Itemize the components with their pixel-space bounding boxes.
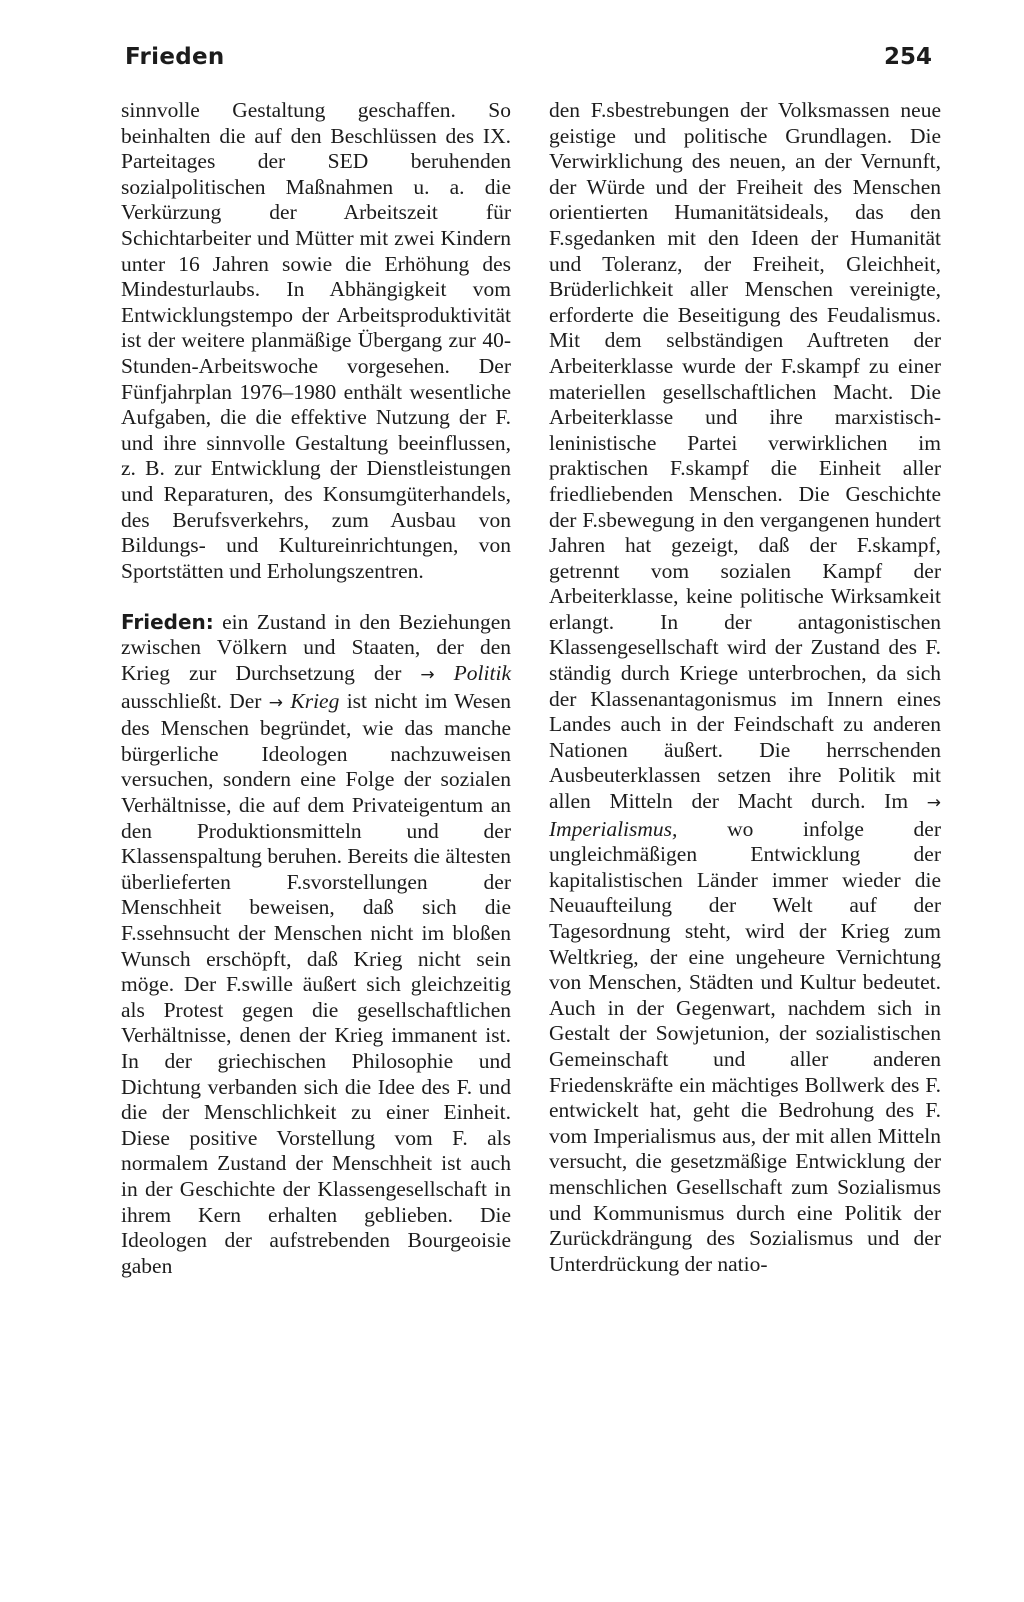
entry-text-part4: den F.sbestrebungen der Volksmassen neue geistige und politische Grundlagen. Die Verwirklichung des neuen, an der Vernunft, der Würde und der Freiheit des Menschen orientierten Humanitätsideals, das den F.sgedanken mit den Ideen der Humanität und Toleranz, der Freiheit, Gleichheit, Brüderlichkeit aller Menschen vereinigte, erforderte die Beseitigung des Feudalismus. Mit dem selbständigen Auftreten der Arbeiterklasse wurde der F.skampf zu einer materiellen gesellschaftlichen Macht. Die Arbeiterklasse und ihre marxistisch-leninistische Partei verwirklichen im praktischen F.skampf die Einheit aller friedliebenden Menschen. Die Geschichte der F.sbewegung in den vergangenen hundert Jahren hat gezeigt, daß der F.skampf, getrennt vom sozialen Kampf der Arbeiterklasse, keine politische Wirksamkeit erlangt. In der antagonistischen Klassengesellschaft wird der Zustand des F. ständig durch Kriege unterbrochen, da sich der Klassenantagonismus im Innern eines Landes auch in der Feindschaft zu anderen Nationen äußert. Die herrschenden Ausbeuterklassen setzen ihre Politik mit allen Mitteln der Macht durch. Im: [549, 98, 941, 814]
cross-reference-arrow-icon: →: [268, 692, 284, 713]
entry-text-part5: wo infolge der ungleichmäßigen Entwicklung der kapitalistischen Länder immer wieder die Neuaufteilung der Welt auf der Tagesordnung steht, wird der Krieg zum Weltkrieg, der eine ungeheure Vernichtung von Menschen, Städten und Kultur bedeutet. Auch in der Gegenwart, nachdem sich in Gestalt der Sowjetunion, der sozialistischen Gemeinschaft und aller anderen Friedenskräfte ein mächtiges Bollwerk des F. entwickelt hat, geht die Bedrohung des F. vom Imperialismus aus, der mit allen Mitteln versucht, die gesetzmäßige Entwicklung der menschlichen Gesellschaft zum Sozialismus und Kommunismus durch eine Politik der Zurückdrängung des Sozialismus und der Unterdrückung der natio-: [549, 816, 941, 1276]
entry-text-part1: ein Zustand in den Beziehungen zwischen Völkern und Staaten, der den Krieg zur Durchsetzung der: [121, 609, 511, 686]
cross-reference-krieg[interactable]: Krieg: [290, 688, 340, 713]
entry-text-part3: ist nicht im Wesen des Menschen begründet, wie das manche bürgerliche Ideologen nachzuweisen versuchen, sondern eine Folge der sozialen Verhältnisse, die auf dem Privateigentum an den Produktionsmitteln und der Klassenspaltung beruhen. Bereits die ältesten überlieferten F.svorstellungen der Menschheit beweisen, daß sich die F.ssehnsucht der Menschen nicht im bloßen Wunsch erschöpft, daß Krieg nicht sein möge. Der F.swille äußert sich gleichzeitig als Protest gegen die gesellschaftlichen Verhältnisse, denen der Krieg immanent ist. In der griechischen Philosophie und Dichtung verbanden sich die Idee des F. und die der Menschlichkeit zu einer Einheit. Diese positive Vorstellung vom F. als normalem Zustand der Menschheit ist auch in der Geschichte der Klassengesellschaft in ihrem Kern erhalten geblieben. Die Ideologen der aufstrebenden Bourgeoisie gaben: [121, 688, 512, 1278]
entry-frieden: [121, 610, 511, 1279]
cross-reference-politik[interactable]: Politik: [453, 661, 511, 686]
continued-entry-text: sinnvolle Gestaltung geschaffen. So beinhalten die auf den Beschlüssen des IX. Parteitages der SED beruhenden sozialpolitischen Maßnahmen u. a. die Verkürzung der Arbeitszeit für Schichtarbeiter und Mütter mit zwei Kindern unter 16 Jahren sowie die Erhöhung des Mindesturlaubs. In Abhängigkeit vom Entwicklungstempo der Arbeitsproduktivität ist der weitere planmäßige Übergang zur 40-Stunden-Arbeitswoche vorgesehen. Der Fünfjahrplan 1976–1980 enthält wesentliche Aufgaben, die die effektive Nutzung der F. und ihre sinnvolle Gestaltung beeinflussen, z. B. zur Entwicklung der Dienstleistungen und Reparaturen, des Konsumgüterhandels, des Berufsverkehrs, zum Ausbau von Bildungs- und Kultureinrichtungen, von Sportstätten und Erholungszentren.: [121, 98, 511, 583]
cross-reference-arrow-icon: →: [926, 793, 941, 814]
entry-headword: Frieden:: [121, 609, 214, 634]
running-head: Frieden: [125, 44, 225, 70]
cross-reference-imperialismus[interactable]: Imperialismus,: [549, 816, 678, 841]
cross-reference-arrow-icon: →: [420, 665, 435, 686]
page-number: 254: [883, 44, 932, 70]
page-header: [125, 44, 932, 84]
entry-continuation: [549, 98, 941, 1277]
left-column: [121, 98, 511, 1279]
entry-text-part2: ausschließt. Der: [121, 688, 262, 713]
right-column: [549, 98, 941, 1277]
